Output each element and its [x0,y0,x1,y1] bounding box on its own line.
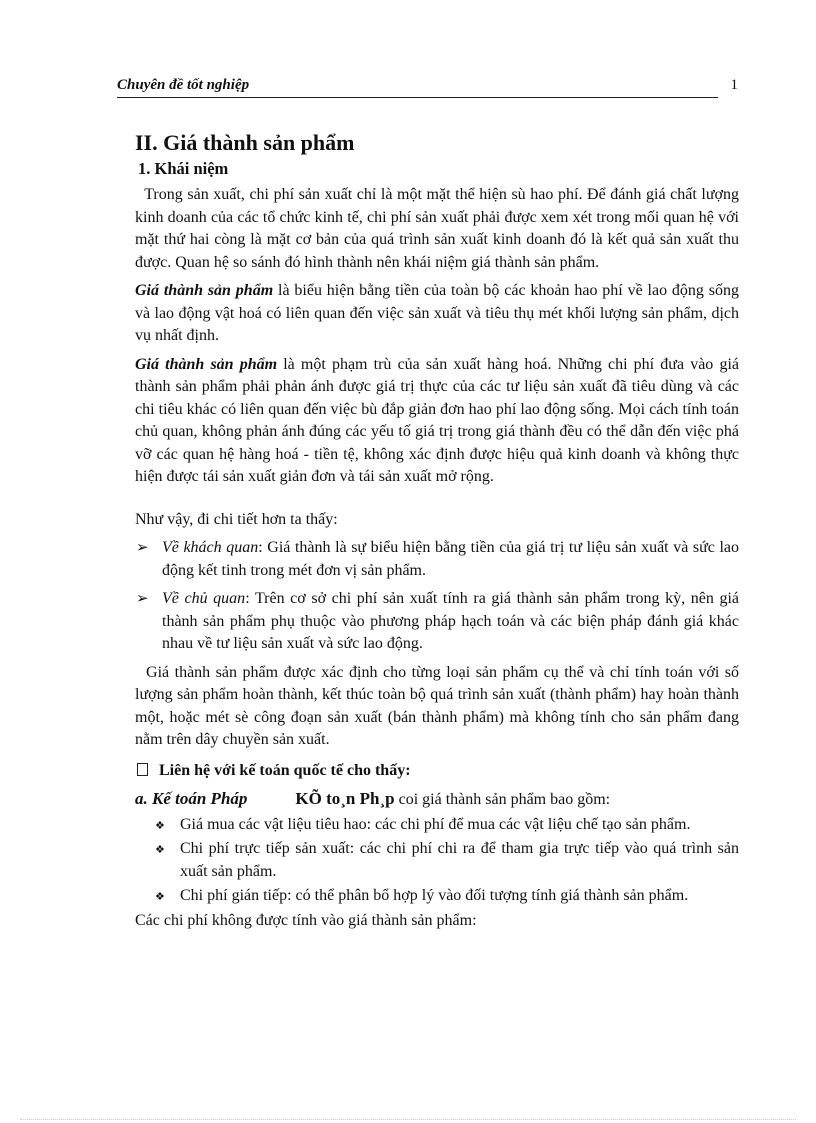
paragraph-4: Như vậy, đi chi tiết hơn ta thấy: [135,510,338,528]
subsection-title: 1. Khái niệm [138,159,229,178]
diamond-bullet-icon: ❖ [155,891,165,903]
page-bottom-rule [20,1119,796,1120]
arrow-bullet-icon: ➢ [136,591,149,607]
paragraph-5 [135,662,739,752]
paragraph-5-text: Giá thành sản phẩm được xác định cho từng loại sản phẩm cụ thể và chỉ tính toán với số lượng sản phẩm hoàn thành, kết thúc toàn bộ quá trình sản xuất (thành phẩm) hay hoàn thành một, hoặc mét sè công đoạn sản xuất (bán thành phẩm) mà không tính cho sản phẩm đang nằm trên dây chuyền sản xuất. [135,663,740,748]
header-rule [117,97,718,98]
list-item [135,885,739,908]
paragraph-3-text: là một phạm trù của sản xuất hàng hoá. Những chi phí đưa vào giá thành sản phẩm phải phản ánh được giá trị thực của các tư liệu sản xuất đã tiêu dùng và các chi tiêu khác có liên quan đến việc bù đắp giản đơn hao phí lao động sống. Mọi cách tính toán chủ quan, không phản ánh đúng các yếu tố giá trị trong giá thành đều có thể dẫn đến việc phá vỡ các quan hệ hàng hoá - tiền tệ, không xác định được hiệu quả kinh doanh và không thực hiện được tái sản xuất giản đơn và tái sản xuất mở rộng. [135,355,739,485]
arrow-bullet-icon: ➢ [136,540,149,556]
list-item [135,537,739,582]
subsection-a [135,788,739,812]
paragraph-3 [135,354,739,489]
list-item-text: Chi phí trực tiếp sản xuất: các chi phí chi ra để tham gia trực tiếp vào quá trình sản xuất sản phẩm. [180,840,739,880]
list-item-lead: Về chủ quan [162,590,246,607]
page-header [117,77,738,97]
section-title: II. Giá thành sản phẩm [135,130,355,155]
header-title: Chuyên đề tốt nghiệp [117,77,250,93]
term-gia-thanh-2: Giá thành sản phẩm [135,355,278,373]
box-heading-text: Liên hệ với kế toán quốc tế cho thấy: [159,761,411,779]
checkbox-icon [137,763,148,776]
paragraph-1 [135,184,739,274]
list-item-text: : Giá thành là sự biểu hiện bằng tiền của giá trị tư liệu sản xuất và sức lao động kết tinh trong mét đơn vị sản phẩm. [162,539,740,579]
paragraph-2 [135,280,739,348]
document-body [135,130,739,938]
subsection-a-rest: coi giá thành sản phẩm bao gồm: [394,791,611,808]
paragraph-1-text: Trong sản xuất, chi phí sản xuất chỉ là một mặt thể hiện sù hao phí. Để đánh giá chất lượng kinh doanh của các tổ chức kinh tế, chi phí sản xuất phải được xem xét trong mối quan hệ với mặt thứ hai còng là mặt cơ bản của quá trình sản xuất kinh doanh đó là kết quả sản xuất thu được. Quan hệ so sánh đó hình thành nên khái niệm giá thành sản phẩm. [135,186,740,271]
diamond-bullet-icon: ❖ [155,819,165,832]
page-number: 1 [730,77,738,93]
subsection-a-garbled: KÕ to¸n Ph¸p [295,789,395,808]
list-item-lead: Về khách quan [162,539,259,556]
term-gia-thanh: Giá thành sản phẩm [135,282,274,299]
subsection-a-label: a. Kế toán Pháp [135,789,248,808]
list-item-text: : Trên cơ sở chi phí sản xuất tính ra giá thành sản phẩm trong kỳ, nên giá thành sản phẩm phụ thuộc vào phương pháp hạch toán và các biện pháp đánh giá khác nhau về tư liệu sản xuất và sức lao động. [162,590,740,652]
box-heading [135,760,739,783]
paragraph-2-text: là biểu hiện bằng tiền của toàn bộ các khoản hao phí về lao động sống và lao động vật hoá có liên quan đến việc sản xuất và tiêu thụ mét khối lượng sản phẩm, dịch vụ nhất định. [135,282,740,344]
list-item [135,588,739,656]
paragraph-6: Các chi phí không được tính vào giá thành sản phẩm: [135,911,477,929]
list-item [135,838,739,883]
list-item [135,814,739,837]
list-item-text: Chi phí gián tiếp: có thể phân bổ hợp lý vào đối tượng tính giá thành sản phẩm. [180,887,689,904]
diamond-bullet-icon: ❖ [155,844,165,856]
list-item-text: Giá mua các vật liệu tiêu hao: các chi phí để mua các vật liệu chế tạo sản phẩm. [180,815,691,833]
